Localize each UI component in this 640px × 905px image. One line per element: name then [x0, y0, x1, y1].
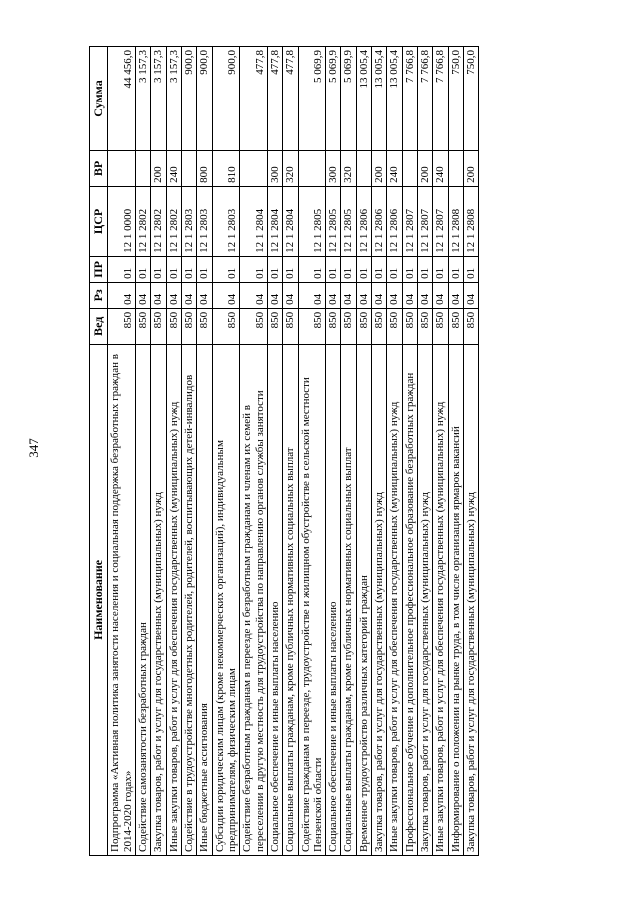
cell-name: Субсидии юридическим лицам (кроме некоммерческих организаций), индивидуальным предпринимателям, физическим лицам: [212, 344, 240, 855]
table-row: [182, 47, 197, 856]
cell-rz: 04: [151, 282, 166, 308]
cell-sum: 750,0: [463, 47, 478, 151]
page-number: 347: [26, 438, 41, 458]
cell-pr: 01: [387, 256, 402, 282]
cell-pr: 01: [448, 256, 463, 282]
cell-rz: 04: [448, 282, 463, 308]
cell-ved: 850: [341, 308, 356, 344]
cell-rz: 04: [326, 282, 341, 308]
cell-ved: 850: [267, 308, 282, 344]
table-row: [418, 47, 433, 856]
cell-pr: 01: [212, 256, 240, 282]
cell-sum: 44 456,0: [108, 47, 136, 151]
cell-rz: 04: [298, 282, 326, 308]
cell-csr: 12 1 2802: [151, 186, 166, 256]
cell-rz: 04: [212, 282, 240, 308]
table-row: [326, 47, 341, 856]
table-row: [356, 47, 371, 856]
cell-ved: 850: [240, 308, 268, 344]
cell-pr: 01: [182, 256, 197, 282]
cell-pr: 01: [151, 256, 166, 282]
cell-rz: 04: [387, 282, 402, 308]
cell-csr: 12 1 2803: [197, 186, 212, 256]
cell-ved: 850: [108, 308, 136, 344]
cell-ved: 850: [197, 308, 212, 344]
cell-rz: 04: [108, 282, 136, 308]
table-row: [267, 47, 282, 856]
cell-csr: 12 1 2804: [267, 186, 282, 256]
cell-sum: 13 005,4: [387, 47, 402, 151]
cell-ved: 850: [448, 308, 463, 344]
cell-vr: 200: [418, 150, 433, 186]
cell-rz: 04: [463, 282, 478, 308]
cell-rz: 04: [356, 282, 371, 308]
cell-ved: 850: [387, 308, 402, 344]
cell-csr: 12 1 2808: [463, 186, 478, 256]
cell-csr: 12 1 2802: [166, 186, 181, 256]
budget-table-container: [89, 46, 578, 856]
cell-vr: 810: [212, 150, 240, 186]
cell-rz: 04: [136, 282, 151, 308]
cell-name: Закупка товаров, работ и услуг для государственных (муниципальных) нужд: [418, 344, 433, 855]
cell-pr: 01: [356, 256, 371, 282]
table-row: [283, 47, 298, 856]
cell-csr: 12 1 2807: [418, 186, 433, 256]
cell-name: Социальное обеспечение и иные выплаты населению: [326, 344, 341, 855]
cell-pr: 01: [136, 256, 151, 282]
cell-vr: [136, 150, 151, 186]
cell-vr: 300: [326, 150, 341, 186]
cell-name: Иные закупки товаров, работ и услуг для обеспечения государственных (муниципальных) нужд: [166, 344, 181, 855]
cell-sum: 7 766,8: [402, 47, 417, 151]
cell-ved: 850: [463, 308, 478, 344]
table-row: [197, 47, 212, 856]
cell-pr: 01: [240, 256, 268, 282]
cell-name: Социальные выплаты гражданам, кроме публичных нормативных социальных выплат: [341, 344, 356, 855]
table-row: [402, 47, 417, 856]
cell-name: Информирование о положении на рынке труда, в том числе организация ярмарок вакансий: [448, 344, 463, 855]
cell-sum: 477,8: [240, 47, 268, 151]
cell-sum: 5 069,9: [326, 47, 341, 151]
cell-pr: 01: [341, 256, 356, 282]
cell-pr: 01: [326, 256, 341, 282]
cell-sum: 13 005,4: [356, 47, 371, 151]
cell-csr: 12 1 2804: [283, 186, 298, 256]
table-row: [108, 47, 136, 856]
cell-pr: 01: [283, 256, 298, 282]
cell-csr: 12 1 2807: [402, 186, 417, 256]
cell-pr: 01: [108, 256, 136, 282]
cell-sum: 750,0: [448, 47, 463, 151]
cell-name: Содействие гражданам в переезде, трудоустройстве и жилищном обустройстве в сельской местности Пензенской области: [298, 344, 326, 855]
header-ved: Вед: [90, 308, 108, 344]
cell-rz: 04: [418, 282, 433, 308]
header-pr: ПР: [90, 256, 108, 282]
cell-vr: 240: [433, 150, 448, 186]
cell-rz: 04: [433, 282, 448, 308]
cell-sum: 900,0: [197, 47, 212, 151]
table-row: [433, 47, 448, 856]
cell-rz: 04: [267, 282, 282, 308]
cell-csr: 12 1 2805: [326, 186, 341, 256]
cell-ved: 850: [166, 308, 181, 344]
cell-vr: 200: [463, 150, 478, 186]
cell-vr: 200: [372, 150, 387, 186]
table-row: [136, 47, 151, 856]
cell-sum: 5 069,9: [341, 47, 356, 151]
cell-name: Профессиональное обучение и дополнительное профессиональное образование безработных граждан: [402, 344, 417, 855]
cell-vr: 240: [166, 150, 181, 186]
table-body: [108, 47, 479, 856]
table-row: [298, 47, 326, 856]
cell-ved: 850: [212, 308, 240, 344]
cell-csr: 12 1 2804: [240, 186, 268, 256]
cell-csr: 12 1 2802: [136, 186, 151, 256]
cell-rz: 04: [341, 282, 356, 308]
cell-rz: 04: [182, 282, 197, 308]
table-row: [341, 47, 356, 856]
cell-csr: 12 1 2806: [387, 186, 402, 256]
cell-pr: 01: [433, 256, 448, 282]
cell-ved: 850: [433, 308, 448, 344]
cell-pr: 01: [197, 256, 212, 282]
cell-name: Закупка товаров, работ и услуг для государственных (муниципальных) нужд: [151, 344, 166, 855]
cell-pr: 01: [298, 256, 326, 282]
cell-rz: 04: [240, 282, 268, 308]
cell-vr: [448, 150, 463, 186]
cell-sum: 3 157,3: [166, 47, 181, 151]
cell-pr: 01: [418, 256, 433, 282]
cell-sum: 900,0: [182, 47, 197, 151]
cell-vr: 240: [387, 150, 402, 186]
cell-vr: [402, 150, 417, 186]
cell-vr: 800: [197, 150, 212, 186]
cell-ved: 850: [418, 308, 433, 344]
cell-csr: 12 1 2808: [448, 186, 463, 256]
cell-ved: 850: [372, 308, 387, 344]
cell-sum: 900,0: [212, 47, 240, 151]
cell-rz: 04: [166, 282, 181, 308]
cell-vr: [356, 150, 371, 186]
cell-pr: 01: [267, 256, 282, 282]
table-header-row: [90, 47, 108, 856]
cell-sum: 5 069,9: [298, 47, 326, 151]
cell-csr: 12 1 2803: [212, 186, 240, 256]
table-row: [463, 47, 478, 856]
cell-csr: 12 1 2807: [433, 186, 448, 256]
cell-csr: 12 1 2803: [182, 186, 197, 256]
cell-vr: 200: [151, 150, 166, 186]
cell-sum: 7 766,8: [433, 47, 448, 151]
cell-name: Закупка товаров, работ и услуг для государственных (муниципальных) нужд: [463, 344, 478, 855]
cell-pr: 01: [166, 256, 181, 282]
cell-pr: 01: [402, 256, 417, 282]
table-row: [240, 47, 268, 856]
cell-sum: 13 005,4: [372, 47, 387, 151]
header-csr: ЦСР: [90, 186, 108, 256]
cell-sum: 477,8: [267, 47, 282, 151]
table-row: [387, 47, 402, 856]
table-row: [448, 47, 463, 856]
cell-sum: 7 766,8: [418, 47, 433, 151]
header-sum: Сумма: [90, 47, 108, 151]
cell-name: Закупка товаров, работ и услуг для государственных (муниципальных) нужд: [372, 344, 387, 855]
cell-vr: 320: [341, 150, 356, 186]
cell-name: Социальные выплаты гражданам, кроме публичных нормативных социальных выплат: [283, 344, 298, 855]
header-name: Наименование: [90, 344, 108, 855]
cell-csr: 12 1 2806: [372, 186, 387, 256]
cell-sum: 3 157,3: [151, 47, 166, 151]
cell-rz: 04: [283, 282, 298, 308]
cell-name: Иные бюджетные ассигнования: [197, 344, 212, 855]
table-row: [151, 47, 166, 856]
cell-pr: 01: [463, 256, 478, 282]
cell-vr: [298, 150, 326, 186]
cell-ved: 850: [402, 308, 417, 344]
cell-vr: 320: [283, 150, 298, 186]
cell-rz: 04: [402, 282, 417, 308]
table-row: [372, 47, 387, 856]
cell-name: Содействие безработным гражданам в переезде и безработным гражданам и членам их семей в переселении в другую местность для трудоустройства по направлению органов службы занятости: [240, 344, 268, 855]
header-rz: Рз: [90, 282, 108, 308]
cell-rz: 04: [372, 282, 387, 308]
cell-ved: 850: [182, 308, 197, 344]
cell-vr: [182, 150, 197, 186]
cell-csr: 12 1 2806: [356, 186, 371, 256]
cell-name: Содействие самозанятости безработных граждан: [136, 344, 151, 855]
cell-ved: 850: [326, 308, 341, 344]
cell-ved: 850: [151, 308, 166, 344]
cell-name: Подпрограмма «Активная политика занятости населения и социальная поддержка безработных граждан в 2014-2020 годах»: [108, 344, 136, 855]
cell-name: Содействие в трудоустройстве многодетных родителей, родителей, воспитывающих детей-инвалидов: [182, 344, 197, 855]
cell-name: Иные закупки товаров, работ и услуг для обеспечения государственных (муниципальных) нужд: [433, 344, 448, 855]
cell-sum: 477,8: [283, 47, 298, 151]
cell-name: Временное трудоустройство различных категорий граждан: [356, 344, 371, 855]
cell-name: Социальное обеспечение и иные выплаты населению: [267, 344, 282, 855]
cell-pr: 01: [372, 256, 387, 282]
cell-sum: 3 157,3: [136, 47, 151, 151]
cell-vr: 300: [267, 150, 282, 186]
cell-ved: 850: [283, 308, 298, 344]
cell-ved: 850: [356, 308, 371, 344]
table-row: [212, 47, 240, 856]
budget-table: [89, 46, 479, 856]
cell-ved: 850: [136, 308, 151, 344]
table-row: [166, 47, 181, 856]
cell-vr: [108, 150, 136, 186]
cell-csr: 12 1 0000: [108, 186, 136, 256]
cell-vr: [240, 150, 268, 186]
cell-csr: 12 1 2805: [341, 186, 356, 256]
cell-ved: 850: [298, 308, 326, 344]
header-vr: ВР: [90, 150, 108, 186]
cell-name: Иные закупки товаров, работ и услуг для обеспечения государственных (муниципальных) нужд: [387, 344, 402, 855]
cell-rz: 04: [197, 282, 212, 308]
cell-csr: 12 1 2805: [298, 186, 326, 256]
